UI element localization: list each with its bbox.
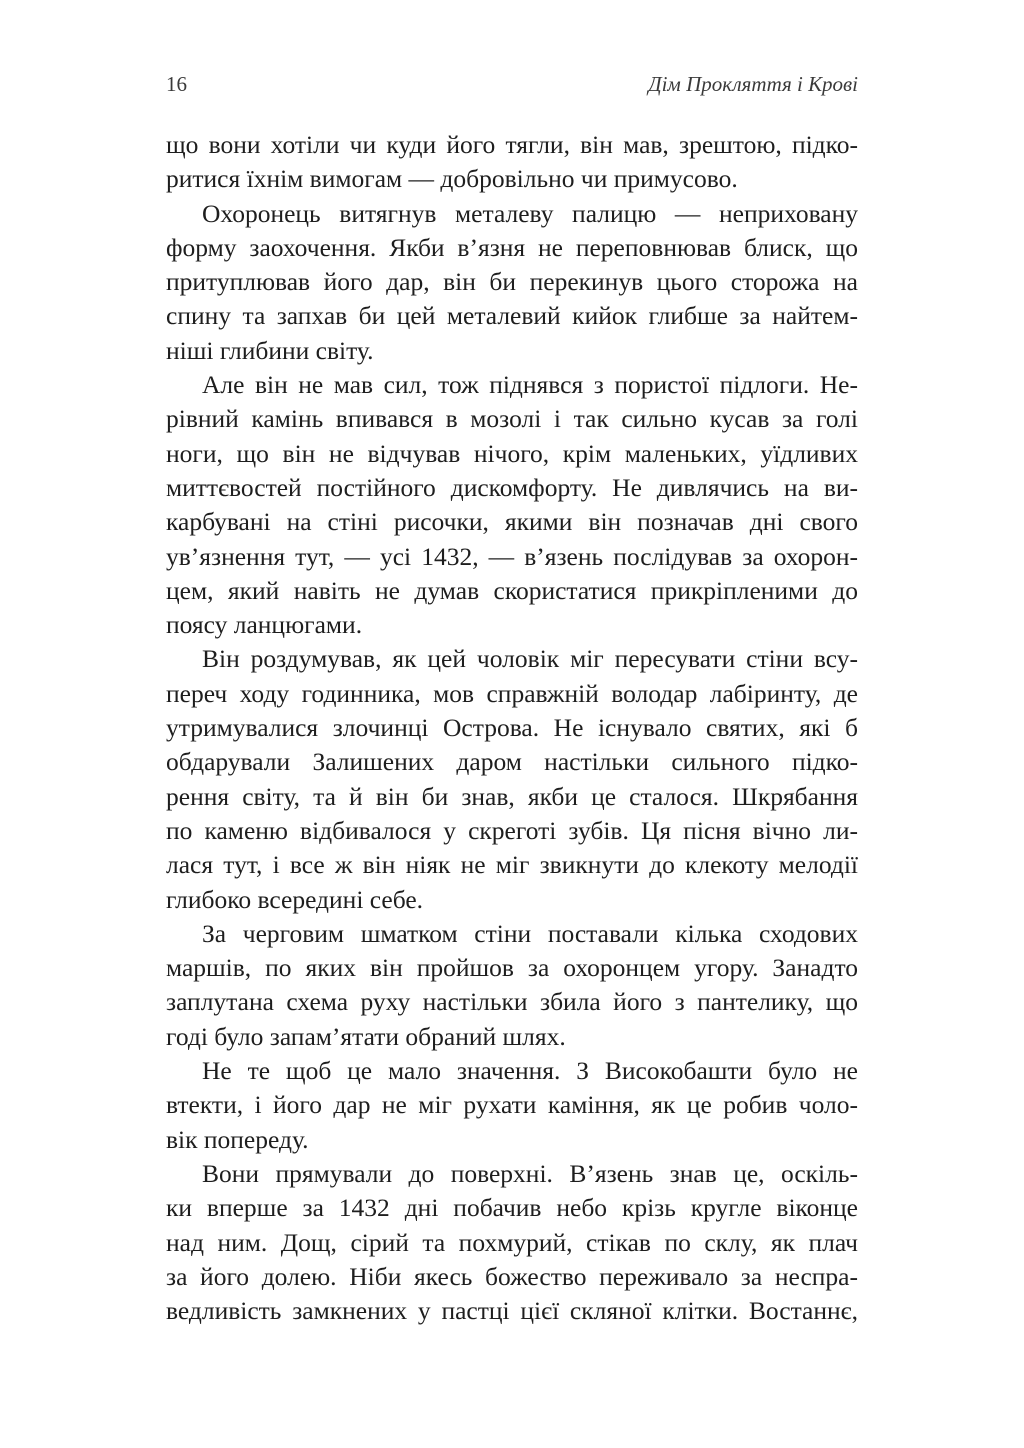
text-line: заплутана схема руху настільки збила його з пантелику, що: [166, 987, 858, 1017]
body-text: [166, 128, 858, 1328]
text-line: утримувалися злочинці Острова. Не існувало святих, які б: [166, 713, 858, 743]
text-line: притуплював його дар, він би перекинув цього сторожа на: [166, 267, 858, 297]
text-line: ніші глибини світу.: [166, 335, 374, 365]
paragraph: [166, 1054, 858, 1157]
text-line: рівний камінь впивався в мозолі і так сильно кусав за голі: [166, 404, 858, 434]
text-line: Вони прямували до поверхні. В’язень знав це, оскіль-: [202, 1158, 858, 1188]
text-line: форму заохочення. Якби в’язня не переповнював блиск, що: [166, 232, 858, 262]
text-line: маршів, по яких він пройшов за охоронцем угору. Занадто: [166, 953, 858, 983]
text-line: по каменю відбивалося у скреготі зубів. Ця пісня вічно ли-: [166, 815, 858, 845]
text-line: ки вперше за 1432 дні побачив небо крізь кругле віконце: [166, 1193, 858, 1223]
text-line: обдарували Залишених даром настільки сильного підко-: [166, 747, 858, 777]
text-line: поясу ланцюгами.: [166, 610, 363, 640]
text-line: годі було запам’ятати обраний шлях.: [166, 1021, 566, 1051]
paragraph: [166, 1157, 858, 1328]
text-line: карбувані на стіні рисочки, якими він позначав дні свого: [166, 507, 858, 537]
text-line: глибоко всередині себе.: [166, 884, 424, 914]
text-line: ув’язнення тут, — усі 1432, — в’язень послідував за охорон-: [166, 541, 858, 571]
text-line: втекти, і його дар не міг рухати каміння, як це робив чоло-: [166, 1090, 858, 1120]
text-line: Але він не мав сил, тож піднявся з пористої підлоги. Не-: [202, 370, 858, 400]
page-number: 16: [166, 72, 187, 96]
paragraph: [166, 197, 858, 368]
paragraph: [166, 917, 858, 1054]
text-line: цем, який навіть не думав скористатися прикріпленими до: [166, 575, 858, 605]
running-header: [166, 72, 858, 106]
text-line: лася тут, і все ж він ніяк не міг звикнути до клекоту мелодії: [166, 850, 858, 880]
text-line: Не те щоб це мало значення. З Високобашти було не: [202, 1056, 858, 1086]
text-line: Охоронець витягнув металеву палицю — неприховану: [202, 198, 858, 228]
text-line: спину та запхав би цей металевий кийок глибше за найтем-: [166, 301, 858, 331]
text-line: переч ходу годинника, мов справжній володар лабіринту, де: [166, 678, 858, 708]
text-line: що вони хотіли чи куди його тягли, він мав, зрештою, підко-: [166, 130, 858, 159]
text-line: Він роздумував, як цей чоловік міг пересувати стіни всу-: [202, 644, 858, 674]
paragraph: [166, 642, 858, 916]
paragraph: [166, 368, 858, 642]
text-line: ноги, що він не відчував нічого, крім маленьких, уїдливих: [166, 438, 858, 468]
text-line: ритися їхнім вимогам — добровільно чи примусово.: [166, 164, 738, 194]
text-line: над ним. Дощ, сірий та похмурий, стікав по склу, як плач: [166, 1227, 858, 1257]
paragraph: [166, 128, 858, 197]
book-title: Дім Прокляття і Крові: [648, 72, 858, 96]
text-line: миттєвостей постійного дискомфорту. Не дивлячись на ви-: [166, 472, 858, 502]
text-line: За черговим шматком стіни поставали кілька сходових: [202, 918, 858, 948]
text-line: за його долею. Ніби якесь божество переживало за неспра-: [166, 1261, 858, 1291]
text-line: вік попереду.: [166, 1124, 309, 1154]
text-line: ведливість замкнених у пастці цієї скляної клітки. Востаннє,: [166, 1296, 858, 1326]
text-line: рення світу, та й він би знав, якби це сталося. Шкрябання: [166, 781, 858, 811]
